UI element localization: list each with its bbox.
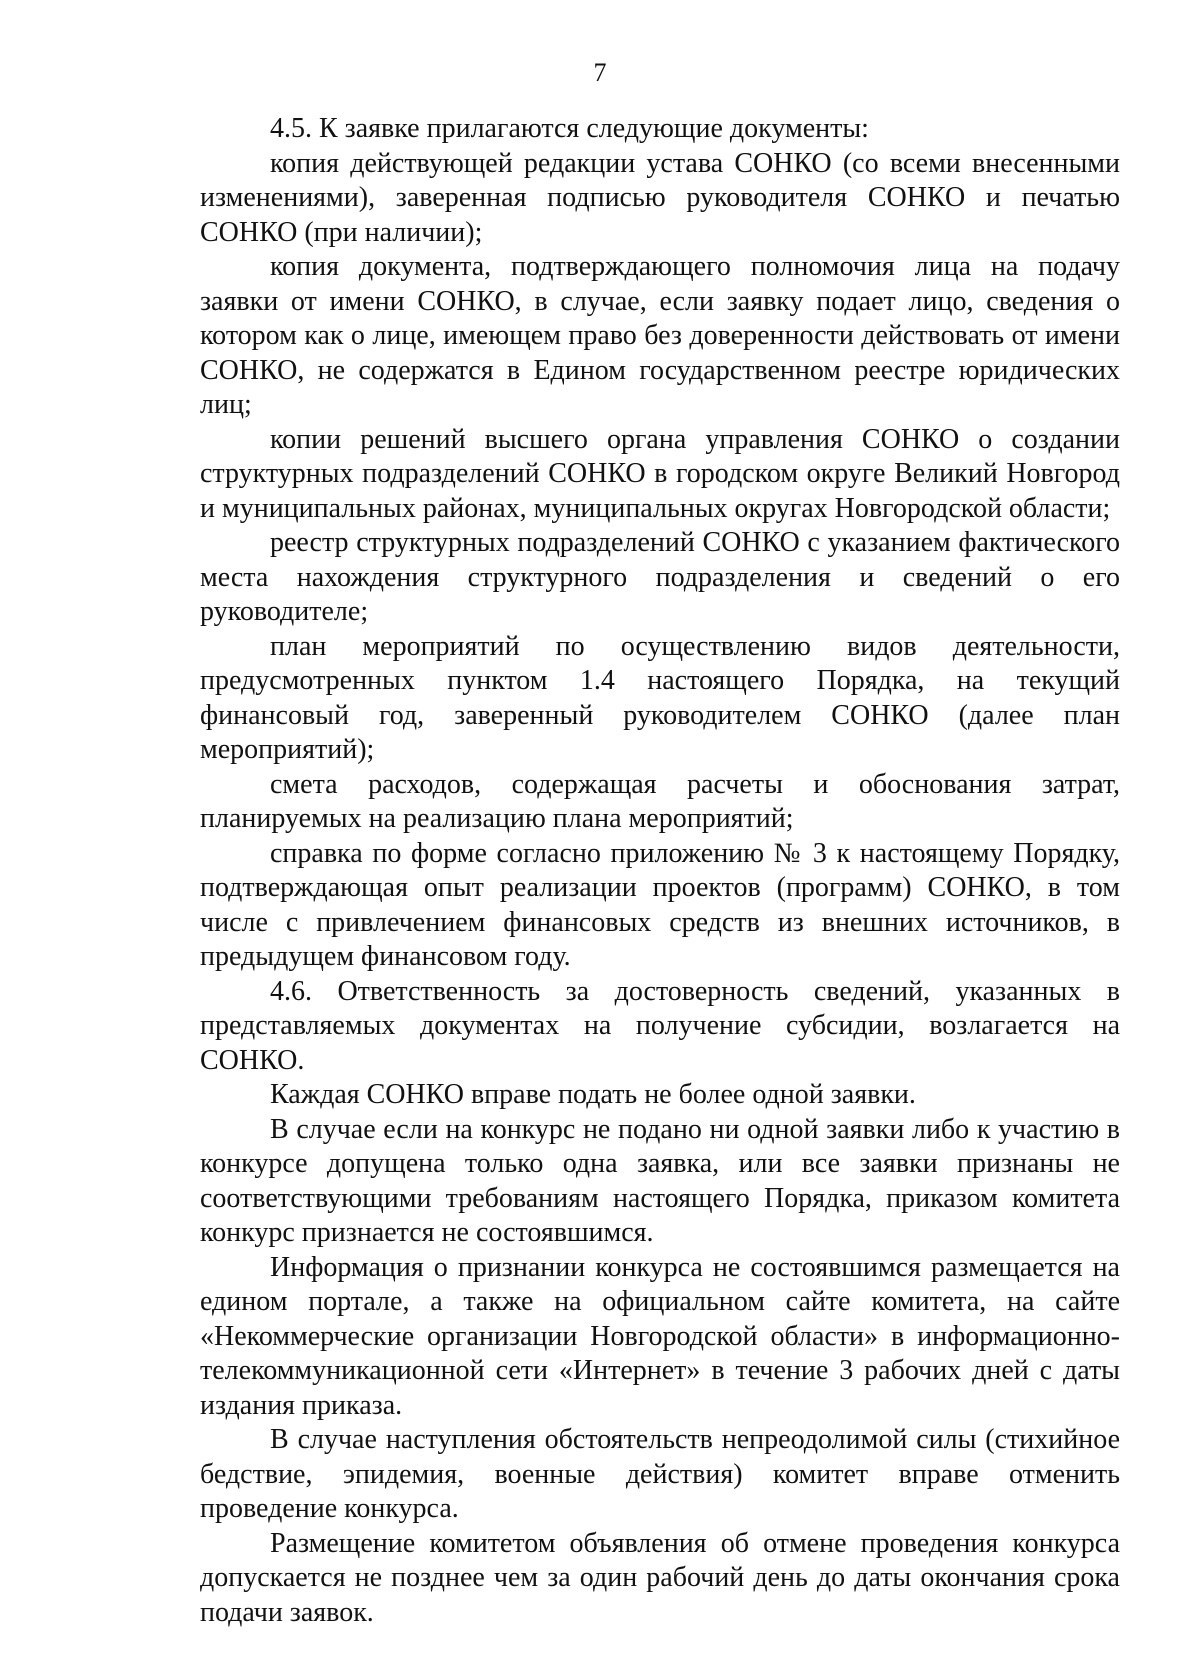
paragraph-authority-document: копия документа, подтверждающего полномочия лица на подачу заявки от имени СОНКО, в случае, если заявку подает лицо, сведения о котором как о лице, имеющем право без доверенности действовать от имени СОНКО, не содержатся в Едином государственном реестре юридических лиц; xyxy=(200,251,1120,420)
paragraph-subdivisions-register: реестр структурных подразделений СОНКО с указанием фактического места нахождения структурного подразделения и сведений о его руководителе; xyxy=(200,527,1120,627)
paragraph-cost-estimate: смета расходов, содержащая расчеты и обоснования затрат, планируемых на реализацию плана мероприятий; xyxy=(200,768,1120,834)
paragraph-activity-plan: план мероприятий по осуществлению видов деятельности, предусмотренных пунктом 1.4 настоящего Порядка, на текущий финансовый год, заверенный руководителем СОНКО (далее план мероприятий); xyxy=(200,630,1120,765)
paragraph-governing-body-decisions: копии решений высшего органа управления СОНКО о создании структурных подразделений СОНКО в городском округе Великий Новгород и муниципальных районах, муниципальных округах Новгородской области; xyxy=(200,423,1120,524)
paragraph-cancellation-notice: Размещение комитетом объявления об отмене проведения конкурса допускается не позднее чем за один рабочий день до даты окончания срока подачи заявок. xyxy=(200,1527,1120,1628)
paragraph-one-application: Каждая СОНКО вправе подать не более одной заявки. xyxy=(270,1079,916,1110)
paragraph-information-publication: Информация о признании конкурса не состоявшимся размещается на едином портале, а также на официальном сайте комитета, на сайте «Некоммерческие организации Новгородской области» в информационно-телекоммуникационной сети «Интернет» в течение 3 рабочих дней с даты издания приказа. xyxy=(200,1251,1120,1421)
document-body xyxy=(200,112,1120,1630)
paragraph-force-majeure: В случае наступления обстоятельств непреодолимой силы (стихийное бедствие, эпидемия, военные действия) комитет вправе отменить проведение конкурса. xyxy=(200,1424,1120,1524)
paragraph-4-5-heading: 4.5. К заявке прилагаются следующие документы: xyxy=(270,113,869,144)
paragraph-experience-certificate: справка по форме согласно приложению № 3 к настоящему Порядку, подтверждающая опыт реализации проектов (программ) СОНКО, в том числе с привлечением финансовых средств из внешних источников, в предыдущем финансовом году. xyxy=(200,837,1120,972)
paragraph-contest-failed: В случае если на конкурс не подано ни одной заявки либо к участию в конкурсе допущена только одна заявка, или все заявки признаны не соответствующими требованиям настоящего Порядка, приказом комитета конкурс признается не состоявшимся. xyxy=(200,1113,1120,1248)
page-number: 7 xyxy=(593,58,607,87)
paragraph-charter-copy: копия действующей редакции устава СОНКО (со всеми внесенными изменениями), заверенная подписью руководителя СОНКО и печатью СОНКО (при наличии); xyxy=(200,147,1120,248)
paragraph-4-6-responsibility: 4.6. Ответственность за достоверность сведений, указанных в представляемых документах на получение субсидии, возлагается на СОНКО. xyxy=(200,975,1120,1076)
